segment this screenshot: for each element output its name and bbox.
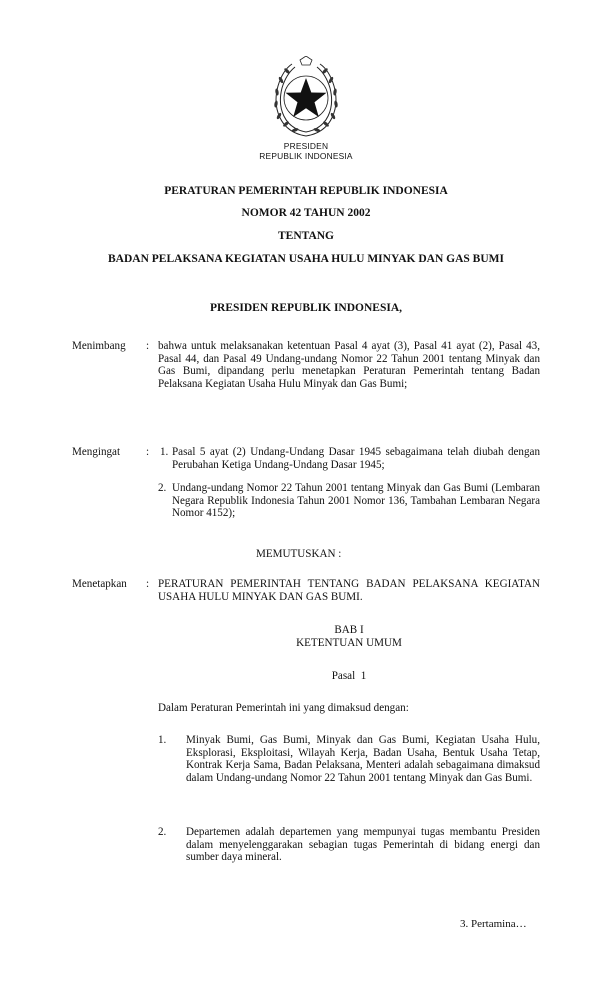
menimbang-text: bahwa untuk melaksanakan ketentuan Pasal 4 ayat (3), Pasal 41 ayat (2), Pasal 43, Pasal 44, dan Pasal 49 Undang-undang Nomor 22 Tahun 2001 tentang Minyak dan Gas Bumi, dipandang perlu menetapkan Peraturan Pemerintah tentang Badan Pelaksana Kegiatan Usaha Hulu Minyak dan Gas Bumi;: [158, 340, 540, 390]
memutuskan-heading: MEMUTUSKAN :: [256, 548, 342, 560]
title-line-2: NOMOR 42 TAHUN 2002: [241, 207, 371, 219]
mengingat-label: Mengingat: [72, 446, 121, 458]
menetapkan-colon: :: [146, 578, 150, 590]
header-line-presiden: PRESIDEN: [283, 141, 329, 151]
mengingat-item-1-text: Pasal 5 ayat (2) Undang-Undang Dasar 1945 sebagaimana telah diubah dengan Perubahan Ketiga Undang-Undang Dasar 1945;: [172, 446, 540, 471]
title-line-3: TENTANG: [277, 230, 335, 242]
menimbang-label: Menimbang: [72, 340, 126, 352]
menetapkan-label: Menetapkan: [72, 578, 127, 590]
menimbang-colon: :: [146, 340, 150, 352]
definition-1-text: Minyak Bumi, Gas Bumi, Minyak dan Gas Bumi, Kegiatan Usaha Hulu, Eksplorasi, Eksploitasi, Wilayah Kerja, Badan Usaha, Bentuk Usaha Tetap, Kontrak Kerja Sama, Badan Pelaksana, Menteri adalah sebagaimana dimaksud dalam Undang-undang Nomor 22 Tahun 2001 tentang Minyak dan Gas Bumi.: [186, 734, 540, 784]
mengingat-item-2-number: 2.: [158, 482, 167, 494]
mengingat-colon: :: [146, 446, 150, 458]
definition-1-number: 1.: [158, 734, 167, 746]
mengingat-item-2-text: Undang-undang Nomor 22 Tahun 2001 tentang Minyak dan Gas Bumi (Lembaran Negara Republik Indonesia Tahun 2001 Nomor 136, Tambahan Lembaran Negara Nomor 4152);: [172, 482, 540, 520]
next-page-catchword: 3. Pertamina…: [460, 918, 527, 930]
pasal-heading: Pasal 1: [331, 670, 367, 682]
presiden-heading: PRESIDEN REPUBLIK INDONESIA,: [209, 302, 403, 314]
mengingat-item-1-number: 1.: [160, 446, 169, 458]
definition-2-number: 2.: [158, 826, 167, 838]
menetapkan-text: PERATURAN PEMERINTAH TENTANG BADAN PELAKSANA KEGIATAN USAHA HULU MINYAK DAN GAS BUMI.: [158, 578, 540, 603]
bab-title: KETENTUAN UMUM: [296, 637, 402, 649]
definition-2-text: Departemen adalah departemen yang mempunyai tugas membantu Presiden dalam menyelenggarakan sebagian tugas Pemerintah di bidang energi dan sumber daya mineral.: [186, 826, 540, 864]
title-line-1: PERATURAN PEMERINTAH REPUBLIK INDONESIA: [164, 185, 448, 197]
garuda-star-wreath-emblem-icon: [266, 56, 346, 140]
title-line-4: BADAN PELAKSANA KEGIATAN USAHA HULU MINYAK DAN GAS BUMI: [108, 253, 504, 265]
header-line-republik: REPUBLIK INDONESIA: [259, 151, 353, 161]
bab-number: BAB I: [334, 624, 364, 636]
definitions-intro: Dalam Peraturan Pemerintah ini yang dimaksud dengan:: [158, 702, 409, 714]
